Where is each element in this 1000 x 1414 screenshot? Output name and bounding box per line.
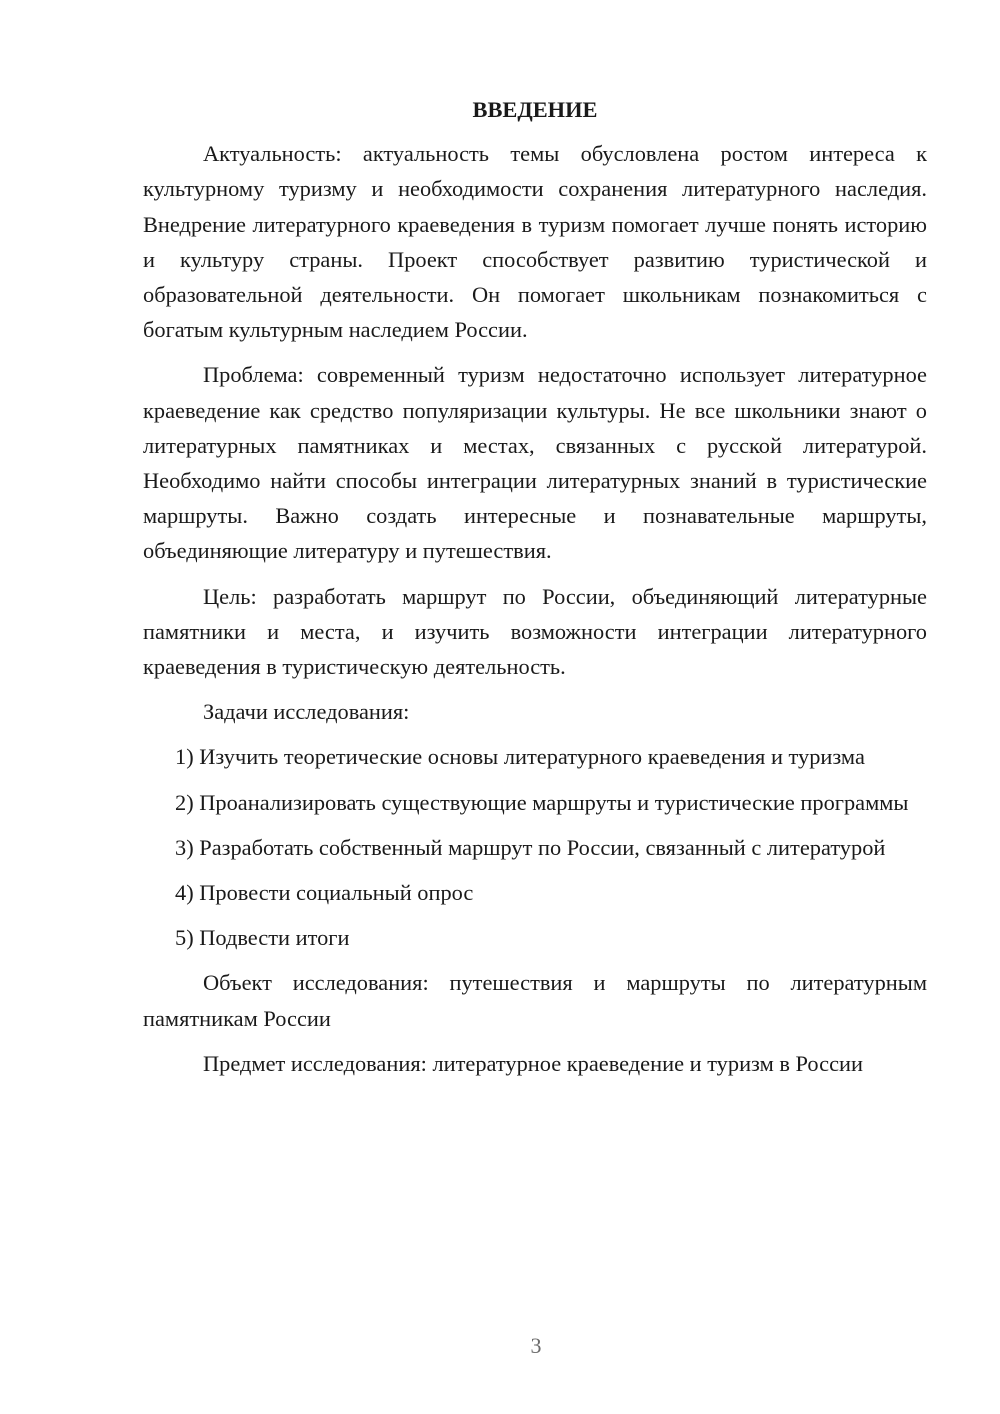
task-item-1: 1) Изучить теоретические основы литературного краеведения и туризма xyxy=(175,744,865,770)
section-heading: ВВЕДЕНИЕ xyxy=(472,97,598,122)
task-item-2: 2) Проанализировать существующие маршруты и туристические программы xyxy=(175,789,909,815)
research-object: Объект исследования: путешествия и маршруты по литературным памятникам России xyxy=(143,970,927,1031)
task-item-4: 4) Провести социальный опрос xyxy=(175,880,474,906)
tasks-title: Задачи исследования: xyxy=(203,699,410,725)
paragraph-problem: Проблема: современный туризм недостаточно использует литературное краеведение как средство популяризации культуры. Не все школьники знают о литературных памятниках и местах, связанных с русской литературой. Необходимо найти способы интеграции литературных знаний в туристические маршруты. Важно создать интересные и познавательные маршруты, объединяющие литературу и путешествия. xyxy=(143,362,927,564)
research-subject: Предмет исследования: литературное краеведение и туризм в России xyxy=(203,1050,864,1076)
page-number: 3 xyxy=(530,1333,542,1358)
task-item-3: 3) Разработать собственный маршрут по России, связанный с литературой xyxy=(175,834,886,860)
task-item-5: 5) Подвести итоги xyxy=(175,925,350,951)
paragraph-goal: Цель: разработать маршрут по России, объединяющий литературные памятники и места, и изучить возможности интеграции литературного краеведения в туристическую деятельность. xyxy=(143,583,927,680)
page-content xyxy=(143,92,927,1091)
paragraph-relevance: Актуальность: актуальность темы обусловлена ростом интереса к культурному туризму и необходимости сохранения литературного наследия. Внедрение литературного краеведения в туризм помогает лучше понять историю и культуру страны. Проект способствует развитию туристической и образовательной деятельности. Он помогает школьникам познакомиться с богатым культурным наследием России. xyxy=(143,141,927,343)
